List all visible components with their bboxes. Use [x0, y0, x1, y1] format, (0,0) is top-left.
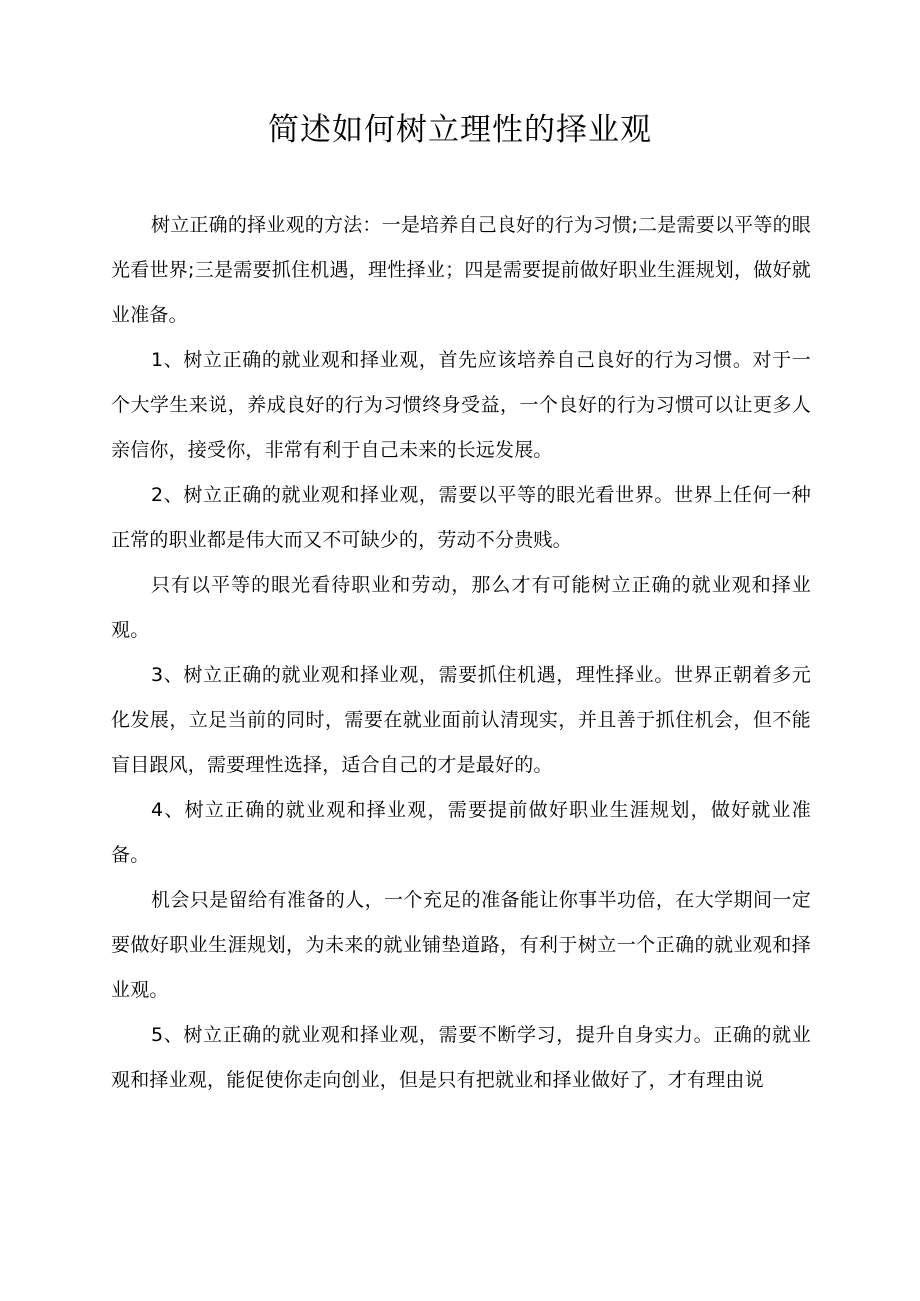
document-title: 简述如何树立理性的择业观: [268, 112, 652, 148]
paragraph-intro: 树立正确的择业观的方法：一是培养自己良好的行为习惯;二是需要以平等的眼光看世界;三是需要抓住机遇，理性择业；四是需要提前做好职业生涯规划，做好就业准备。: [111, 214, 811, 326]
document-body: [111, 203, 811, 1103]
paragraph-point-2-extra: 只有以平等的眼光看待职业和劳动，那么才有可能树立正确的就业观和择业观。: [111, 574, 811, 641]
paragraph-point-4-extra: 机会只是留给有准备的人，一个充足的准备能让你事半功倍，在大学期间一定要做好职业生涯规划，为未来的就业铺垫道路，有利于树立一个正确的就业观和择业观。: [111, 889, 811, 1001]
paragraph-point-2: 2、树立正确的就业观和择业观，需要以平等的眼光看世界。世界上任何一种正常的职业都是伟大而又不可缺少的，劳动不分贵贱。: [111, 484, 811, 551]
paragraph-point-5: 5、树立正确的就业观和择业观，需要不断学习，提升自身实力。正确的就业观和择业观，能促使你走向创业，但是只有把就业和择业做好了，才有理由说: [111, 1024, 811, 1091]
paragraph-point-4: 4、树立正确的就业观和择业观，需要提前做好职业生涯规划，做好就业准备。: [111, 799, 811, 866]
paragraph-point-3: 3、树立正确的就业观和择业观，需要抓住机遇，理性择业。世界正朝着多元化发展，立足当前的同时，需要在就业面前认清现实，并且善于抓住机会，但不能盲目跟风，需要理性选择，适合自己的才是最好的。: [111, 664, 811, 776]
paragraph-point-1: 1、树立正确的就业观和择业观，首先应该培养自己良好的行为习惯。对于一个大学生来说，养成良好的行为习惯终身受益，一个良好的行为习惯可以让更多人亲信你，接受你，非常有利于自己未来的长远发展。: [111, 349, 811, 461]
